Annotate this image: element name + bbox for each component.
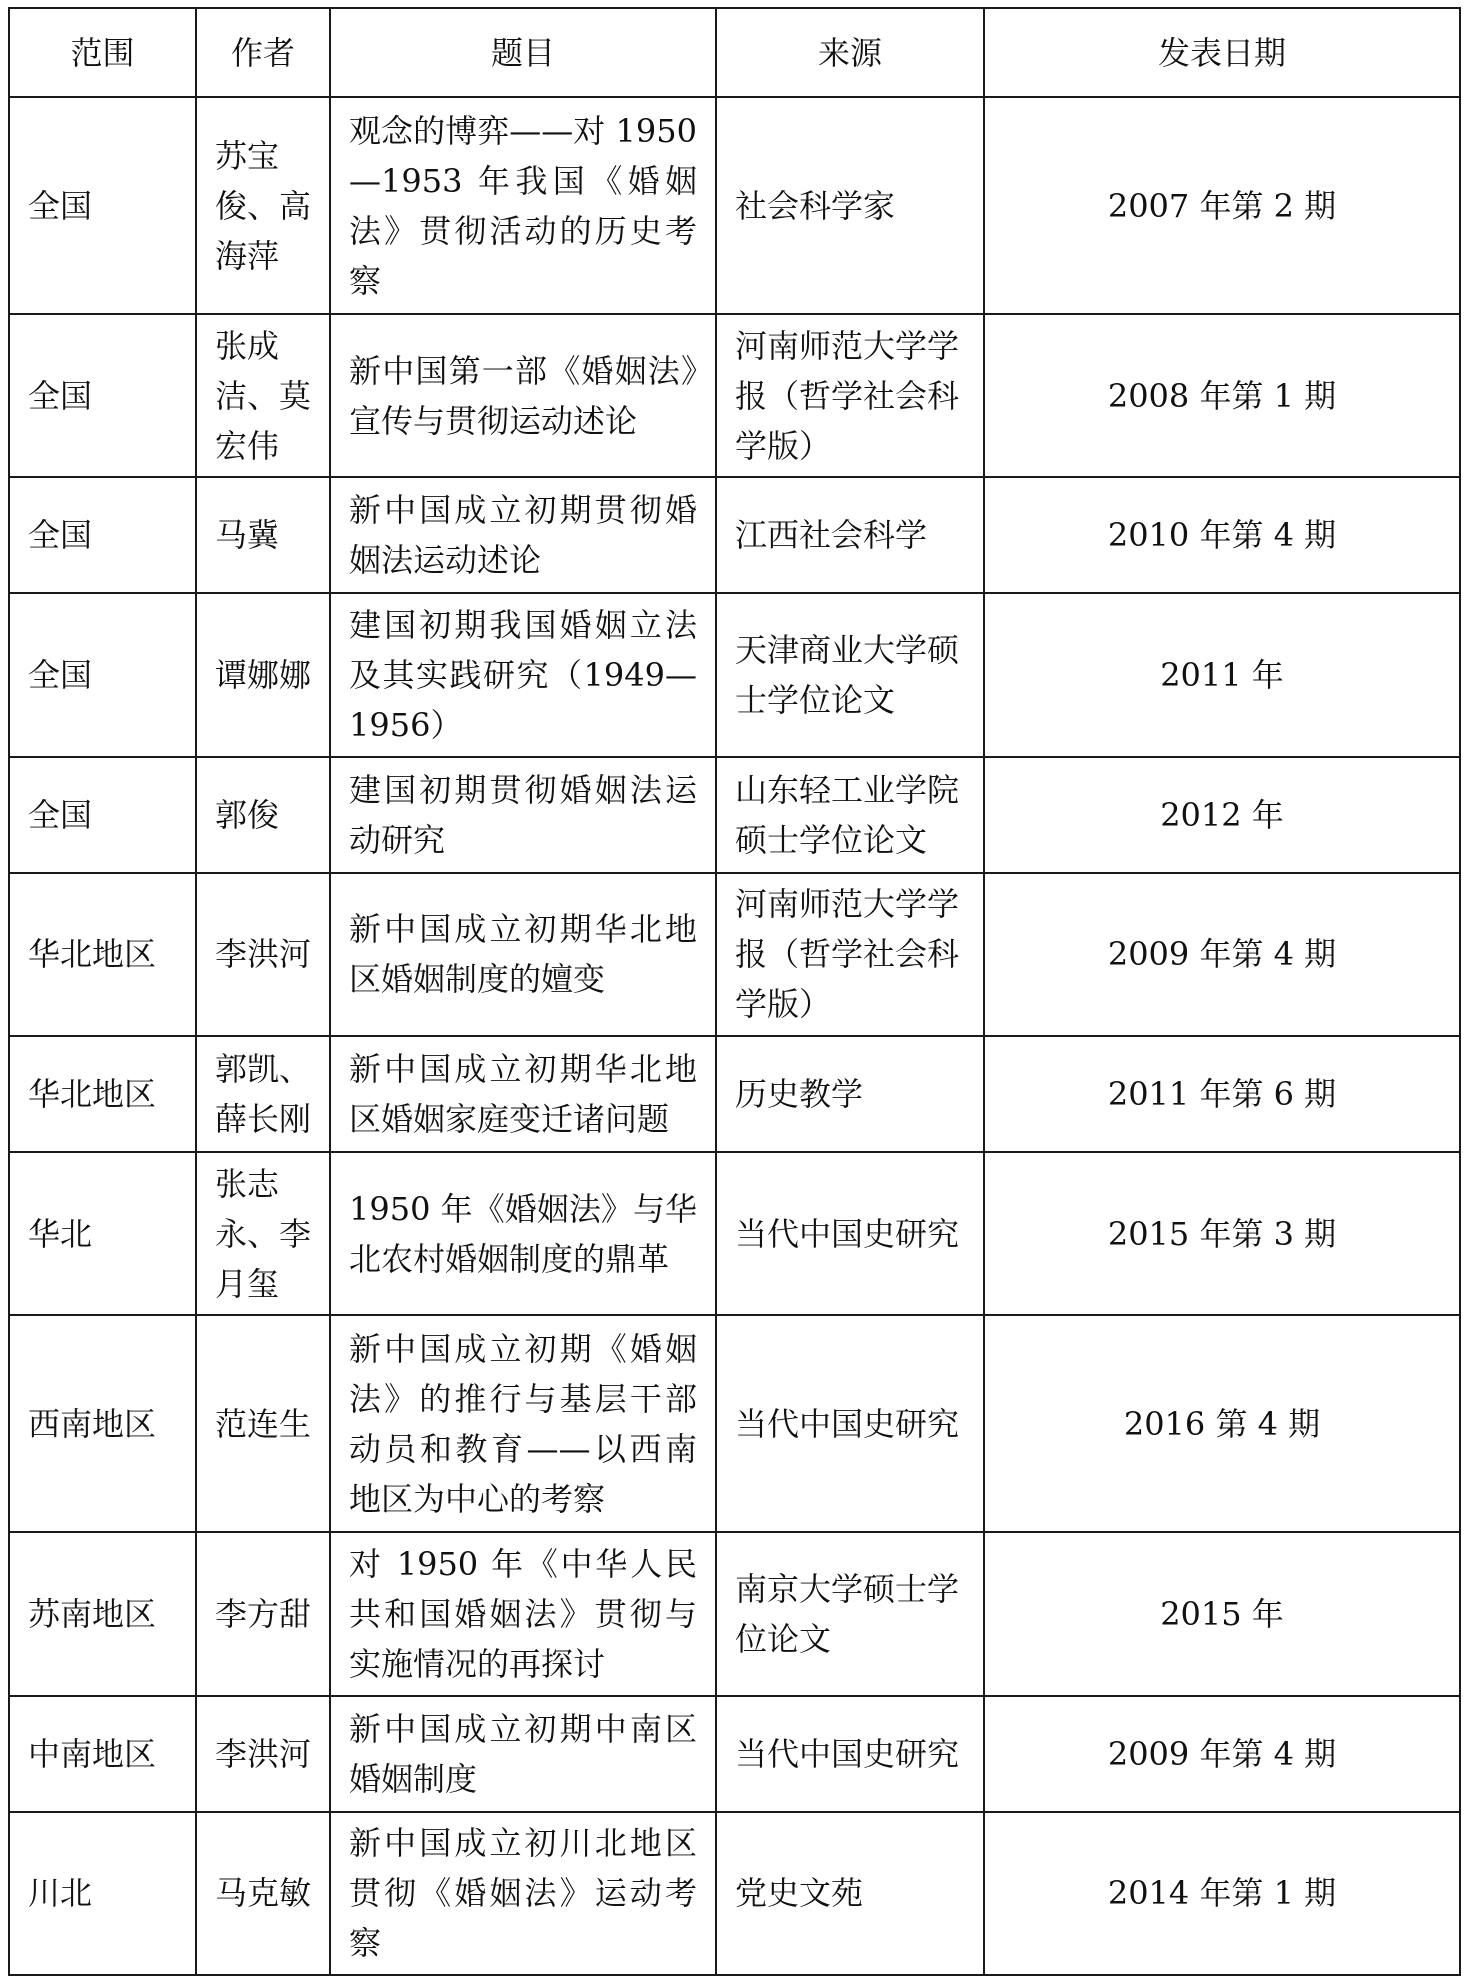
cell-scope: 西南地区 [9, 1315, 196, 1532]
cell-author: 张志永、李月玺 [196, 1152, 330, 1315]
cell-source: 南京大学硕士学位论文 [716, 1532, 984, 1695]
header-source: 来源 [716, 8, 984, 97]
cell-scope: 华北地区 [9, 873, 196, 1036]
header-row [9, 8, 1460, 97]
header-author: 作者 [196, 8, 330, 97]
table-row [9, 873, 1460, 1036]
cell-source: 党史文苑 [716, 1812, 984, 1975]
cell-author: 李洪河 [196, 1696, 330, 1812]
cell-author: 谭娜娜 [196, 593, 330, 756]
cell-author: 郭俊 [196, 757, 330, 873]
cell-date: 2007 年第 2 期 [984, 97, 1460, 314]
cell-date: 2014 年第 1 期 [984, 1812, 1460, 1975]
cell-title: 新中国成立初期中南区婚姻制度 [330, 1696, 716, 1812]
cell-scope: 全国 [9, 593, 196, 756]
table-row [9, 757, 1460, 873]
header-date: 发表日期 [984, 8, 1460, 97]
cell-title: 新中国成立初期贯彻婚姻法运动述论 [330, 477, 716, 593]
cell-date: 2008 年第 1 期 [984, 314, 1460, 477]
table-row [9, 314, 1460, 477]
cell-source: 江西社会科学 [716, 477, 984, 593]
cell-author: 马冀 [196, 477, 330, 593]
header-title: 题目 [330, 8, 716, 97]
table-row [9, 477, 1460, 593]
cell-title: 建国初期贯彻婚姻法运动研究 [330, 757, 716, 873]
cell-author: 苏宝俊、高海萍 [196, 97, 330, 314]
cell-date: 2009 年第 4 期 [984, 873, 1460, 1036]
cell-title: 新中国第一部《婚姻法》宣传与贯彻运动述论 [330, 314, 716, 477]
cell-date: 2015 年 [984, 1532, 1460, 1695]
cell-title: 新中国成立初期华北地区婚姻制度的嬗变 [330, 873, 716, 1036]
header-scope: 范围 [9, 8, 196, 97]
table-row [9, 97, 1460, 314]
cell-scope: 华北地区 [9, 1036, 196, 1152]
cell-date: 2016 第 4 期 [984, 1315, 1460, 1532]
cell-source: 当代中国史研究 [716, 1152, 984, 1315]
cell-scope: 苏南地区 [9, 1532, 196, 1695]
cell-scope: 全国 [9, 757, 196, 873]
cell-source: 社会科学家 [716, 97, 984, 314]
cell-source: 河南师范大学学报（哲学社会科学版） [716, 873, 984, 1036]
cell-scope: 全国 [9, 314, 196, 477]
cell-scope: 全国 [9, 477, 196, 593]
cell-source: 河南师范大学学报（哲学社会科学版） [716, 314, 984, 477]
cell-source: 山东轻工业学院硕士学位论文 [716, 757, 984, 873]
table-row [9, 1152, 1460, 1315]
cell-date: 2011 年 [984, 593, 1460, 756]
cell-source: 历史教学 [716, 1036, 984, 1152]
literature-table [8, 7, 1461, 1976]
cell-author: 范连生 [196, 1315, 330, 1532]
table-row [9, 1812, 1460, 1975]
cell-title: 建国初期我国婚姻立法及其实践研究（1949—1956） [330, 593, 716, 756]
cell-date: 2010 年第 4 期 [984, 477, 1460, 593]
cell-scope: 中南地区 [9, 1696, 196, 1812]
cell-date: 2009 年第 4 期 [984, 1696, 1460, 1812]
table-row [9, 1036, 1460, 1152]
cell-title: 对 1950 年《中华人民共和国婚姻法》贯彻与实施情况的再探讨 [330, 1532, 716, 1695]
cell-source: 当代中国史研究 [716, 1696, 984, 1812]
table-row [9, 1315, 1460, 1532]
cell-date: 2015 年第 3 期 [984, 1152, 1460, 1315]
cell-author: 张成洁、莫宏伟 [196, 314, 330, 477]
cell-author: 马克敏 [196, 1812, 330, 1975]
cell-date: 2011 年第 6 期 [984, 1036, 1460, 1152]
cell-author: 郭凯、薛长刚 [196, 1036, 330, 1152]
table-row [9, 1532, 1460, 1695]
cell-source: 当代中国史研究 [716, 1315, 984, 1532]
cell-title: 新中国成立初期华北地区婚姻家庭变迁诸问题 [330, 1036, 716, 1152]
cell-title: 1950 年《婚姻法》与华北农村婚姻制度的鼎革 [330, 1152, 716, 1315]
cell-author: 李洪河 [196, 873, 330, 1036]
cell-source: 天津商业大学硕士学位论文 [716, 593, 984, 756]
cell-scope: 全国 [9, 97, 196, 314]
cell-date: 2012 年 [984, 757, 1460, 873]
cell-title: 新中国成立初期《婚姻法》的推行与基层干部动员和教育——以西南地区为中心的考察 [330, 1315, 716, 1532]
table-row [9, 593, 1460, 756]
cell-title: 新中国成立初川北地区贯彻《婚姻法》运动考察 [330, 1812, 716, 1975]
cell-title: 观念的博弈——对 1950—1953 年我国《婚姻法》贯彻活动的历史考察 [330, 97, 716, 314]
cell-scope: 川北 [9, 1812, 196, 1975]
cell-author: 李方甜 [196, 1532, 330, 1695]
cell-scope: 华北 [9, 1152, 196, 1315]
table-row [9, 1696, 1460, 1812]
